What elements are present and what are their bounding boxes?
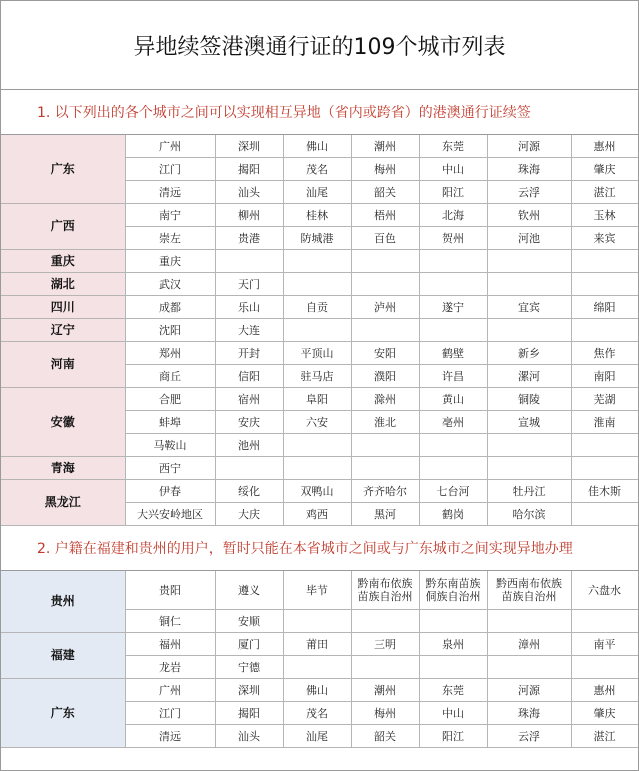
city-cell: [571, 610, 638, 633]
city-cell: [419, 250, 487, 273]
city-cell: [571, 273, 638, 296]
city-cell: 平顶山: [283, 342, 351, 365]
city-cell: 绵阳: [571, 296, 638, 319]
province-name: 贵州: [1, 571, 125, 633]
table-row: [1, 319, 638, 342]
city-cell: [215, 250, 283, 273]
city-cell: 宿州: [215, 388, 283, 411]
city-cell: 淮北: [351, 411, 419, 434]
city-cell: [351, 434, 419, 457]
city-cell: 宜宾: [487, 296, 571, 319]
city-cell: 牡丹江: [487, 480, 571, 503]
province-name: 广东: [1, 135, 125, 204]
city-cell: 来宾: [571, 227, 638, 250]
city-cell: [419, 434, 487, 457]
city-cell: 潮州: [351, 679, 419, 702]
city-cell: [487, 250, 571, 273]
city-cell: 开封: [215, 342, 283, 365]
city-cell: 汕尾: [283, 181, 351, 204]
city-cell: [283, 656, 351, 679]
city-cell: 沈阳: [125, 319, 215, 342]
city-cell: 云浮: [487, 725, 571, 748]
city-cell: 绥化: [215, 480, 283, 503]
city-cell: 泉州: [419, 633, 487, 656]
city-cell: 黑河: [351, 503, 419, 526]
province-name: 黑龙江: [1, 480, 125, 526]
city-cell: 珠海: [487, 158, 571, 181]
city-cell: 三明: [351, 633, 419, 656]
city-cell: 亳州: [419, 411, 487, 434]
city-cell: [351, 319, 419, 342]
city-cell: [283, 273, 351, 296]
section1-table: [1, 135, 639, 526]
city-cell: 黔东南苗族 侗族自治州: [419, 571, 487, 610]
city-cell: [419, 319, 487, 342]
city-cell: [351, 273, 419, 296]
city-cell: 许昌: [419, 365, 487, 388]
city-cell: [283, 319, 351, 342]
table-row: [1, 457, 638, 480]
table-row: [1, 250, 638, 273]
city-cell: 清远: [125, 725, 215, 748]
city-cell: 遂宁: [419, 296, 487, 319]
city-cell: [351, 457, 419, 480]
table-row: [1, 204, 638, 227]
section2-heading: 2. 户籍在福建和贵州的用户，暂时只能在本省城市之间或与广东城市之间实现异地办理: [1, 526, 638, 571]
city-cell: 自贡: [283, 296, 351, 319]
city-cell: [571, 457, 638, 480]
city-cell: 马鞍山: [125, 434, 215, 457]
city-cell: 广州: [125, 135, 215, 158]
city-cell: 南阳: [571, 365, 638, 388]
table-row: [1, 480, 638, 503]
city-cell: 鹤岗: [419, 503, 487, 526]
table-row: [1, 633, 638, 656]
city-cell: 广州: [125, 679, 215, 702]
city-cell: 江门: [125, 158, 215, 181]
city-cell: 信阳: [215, 365, 283, 388]
city-cell: 佳木斯: [571, 480, 638, 503]
province-name: 福建: [1, 633, 125, 679]
city-cell: [351, 610, 419, 633]
city-cell: 濮阳: [351, 365, 419, 388]
city-cell: [419, 457, 487, 480]
city-cell: [351, 250, 419, 273]
section1-heading: 1. 以下列出的各个城市之间可以实现相互异地（省内或跨省）的港澳通行证续签: [1, 90, 638, 135]
city-cell: 驻马店: [283, 365, 351, 388]
province-name: 湖北: [1, 273, 125, 296]
table-row: [1, 135, 638, 158]
city-cell: [419, 610, 487, 633]
city-cell: [571, 503, 638, 526]
city-cell: 南平: [571, 633, 638, 656]
city-cell: 柳州: [215, 204, 283, 227]
city-cell: 揭阳: [215, 158, 283, 181]
city-cell: 贵港: [215, 227, 283, 250]
province-name: 安徽: [1, 388, 125, 457]
city-cell: 商丘: [125, 365, 215, 388]
city-cell: 黔西南布依族 苗族自治州: [487, 571, 571, 610]
city-cell: 六安: [283, 411, 351, 434]
city-cell: 阳江: [419, 181, 487, 204]
table-row: [1, 571, 638, 610]
city-cell: [487, 273, 571, 296]
city-cell: 茂名: [283, 158, 351, 181]
city-cell: 遵义: [215, 571, 283, 610]
city-cell: [571, 656, 638, 679]
city-cell: 大庆: [215, 503, 283, 526]
city-cell: 梧州: [351, 204, 419, 227]
city-cell: 哈尔滨: [487, 503, 571, 526]
city-cell: [571, 250, 638, 273]
city-cell: 深圳: [215, 135, 283, 158]
province-name: 青海: [1, 457, 125, 480]
city-cell: 钦州: [487, 204, 571, 227]
city-cell: 池州: [215, 434, 283, 457]
province-name: 重庆: [1, 250, 125, 273]
table-row: [1, 388, 638, 411]
city-cell: 宣城: [487, 411, 571, 434]
city-cell: 黔南布依族 苗族自治州: [351, 571, 419, 610]
city-cell: [419, 656, 487, 679]
city-cell: 揭阳: [215, 702, 283, 725]
city-cell: 淮南: [571, 411, 638, 434]
city-cell: 泸州: [351, 296, 419, 319]
city-cell: 中山: [419, 702, 487, 725]
city-cell: 防城港: [283, 227, 351, 250]
city-cell: [487, 610, 571, 633]
city-cell: 桂林: [283, 204, 351, 227]
city-cell: 云浮: [487, 181, 571, 204]
city-cell: 龙岩: [125, 656, 215, 679]
city-cell: 阜阳: [283, 388, 351, 411]
city-cell: 新乡: [487, 342, 571, 365]
city-cell: 茂名: [283, 702, 351, 725]
city-cell: 安阳: [351, 342, 419, 365]
city-cell: 河源: [487, 135, 571, 158]
city-cell: 漯河: [487, 365, 571, 388]
city-cell: 厦门: [215, 633, 283, 656]
city-cell: 贵阳: [125, 571, 215, 610]
city-cell: 佛山: [283, 135, 351, 158]
city-cell: 梅州: [351, 702, 419, 725]
city-cell: [487, 656, 571, 679]
city-cell: 梅州: [351, 158, 419, 181]
city-cell: 河池: [487, 227, 571, 250]
city-cell: 湛江: [571, 181, 638, 204]
city-cell: 武汉: [125, 273, 215, 296]
city-cell: 贺州: [419, 227, 487, 250]
city-cell: 安顺: [215, 610, 283, 633]
city-cell: 福州: [125, 633, 215, 656]
city-cell: 郑州: [125, 342, 215, 365]
city-cell: [487, 434, 571, 457]
city-cell: 合肥: [125, 388, 215, 411]
city-cell: 天门: [215, 273, 283, 296]
city-cell: 汕尾: [283, 725, 351, 748]
city-cell: 湛江: [571, 725, 638, 748]
city-cell: 惠州: [571, 135, 638, 158]
city-cell: 安庆: [215, 411, 283, 434]
city-cell: 双鸭山: [283, 480, 351, 503]
city-cell: 汕头: [215, 181, 283, 204]
city-cell: 潮州: [351, 135, 419, 158]
city-cell: 焦作: [571, 342, 638, 365]
city-cell: 深圳: [215, 679, 283, 702]
city-cell: 齐齐哈尔: [351, 480, 419, 503]
city-cell: 阳江: [419, 725, 487, 748]
city-cell: 宁德: [215, 656, 283, 679]
city-cell: 六盘水: [571, 571, 638, 610]
city-cell: [351, 656, 419, 679]
city-cell: 伊春: [125, 480, 215, 503]
city-cell: 南宁: [125, 204, 215, 227]
city-cell: 玉林: [571, 204, 638, 227]
city-cell: 北海: [419, 204, 487, 227]
city-cell: 百色: [351, 227, 419, 250]
province-name: 河南: [1, 342, 125, 388]
city-cell: 乐山: [215, 296, 283, 319]
page-title: 异地续签港澳通行证的109个城市列表: [1, 1, 638, 90]
city-cell: [571, 319, 638, 342]
city-cell: 肇庆: [571, 158, 638, 181]
city-cell: 东莞: [419, 679, 487, 702]
city-cell: [419, 273, 487, 296]
city-cell: 毕节: [283, 571, 351, 610]
province-name: 广东: [1, 679, 125, 748]
table-row: [1, 342, 638, 365]
city-cell: [215, 457, 283, 480]
city-cell: 漳州: [487, 633, 571, 656]
city-cell: 鹤壁: [419, 342, 487, 365]
city-cell: 蚌埠: [125, 411, 215, 434]
city-cell: 江门: [125, 702, 215, 725]
city-cell: [487, 319, 571, 342]
table-row: [1, 273, 638, 296]
city-cell: 大兴安岭地区: [125, 503, 215, 526]
city-cell: 芜湖: [571, 388, 638, 411]
city-cell: 滁州: [351, 388, 419, 411]
city-cell: 汕头: [215, 725, 283, 748]
city-cell: 铜仁: [125, 610, 215, 633]
city-cell: 河源: [487, 679, 571, 702]
city-cell: [571, 434, 638, 457]
city-cell: 黄山: [419, 388, 487, 411]
city-cell: 惠州: [571, 679, 638, 702]
city-cell: 肇庆: [571, 702, 638, 725]
city-cell: 铜陵: [487, 388, 571, 411]
city-cell: 西宁: [125, 457, 215, 480]
province-name: 辽宁: [1, 319, 125, 342]
section2-table: [1, 571, 639, 748]
city-cell: 鸡西: [283, 503, 351, 526]
table-row: [1, 679, 638, 702]
city-cell: 莆田: [283, 633, 351, 656]
province-name: 四川: [1, 296, 125, 319]
city-cell: [283, 610, 351, 633]
city-cell: 韶关: [351, 725, 419, 748]
city-cell: 成都: [125, 296, 215, 319]
city-cell: 佛山: [283, 679, 351, 702]
province-name: 广西: [1, 204, 125, 250]
table-row: [1, 296, 638, 319]
city-cell: 东莞: [419, 135, 487, 158]
city-cell: 大连: [215, 319, 283, 342]
city-cell: 崇左: [125, 227, 215, 250]
city-cell: [283, 457, 351, 480]
city-cell: [487, 457, 571, 480]
city-cell: [283, 250, 351, 273]
city-cell: 珠海: [487, 702, 571, 725]
city-cell: 七台河: [419, 480, 487, 503]
city-cell: 重庆: [125, 250, 215, 273]
city-cell: 中山: [419, 158, 487, 181]
city-cell: 韶关: [351, 181, 419, 204]
city-cell: [283, 434, 351, 457]
city-cell: 清远: [125, 181, 215, 204]
